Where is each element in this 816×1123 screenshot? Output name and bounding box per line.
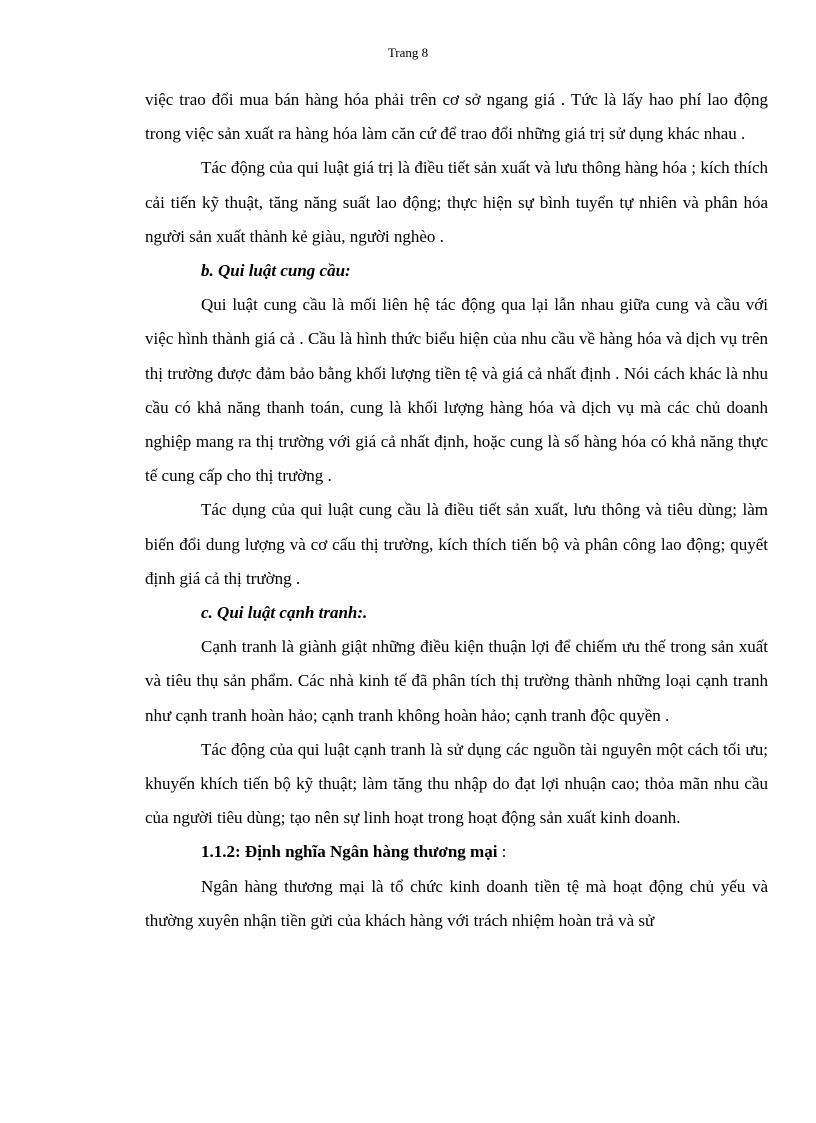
paragraph-competition-effects: Tác động của qui luật cạnh tranh là sử dụng các nguồn tài nguyên một cách tối ưu; khuyến khích tiến bộ kỹ thuật; làm tăng thu nhập do đạt lợi nhuận cao; thỏa mãn nhu cầu của người tiêu dùng; tạo nên sự linh hoạt trong hoạt động sản xuất kinh doanh. xyxy=(145,739,768,828)
heading-commercial-bank-definition xyxy=(145,835,768,869)
document-body xyxy=(145,83,768,938)
section-heading-title: 1.1.2: Định nghĩa Ngân hàng thương mại xyxy=(201,842,498,862)
paragraph-supply-demand-definition: Qui luật cung cầu là mối liên hệ tác động qua lại lẫn nhau giữa cung và cầu với việc hình thành giá cả . Cầu là hình thức biểu hiện của nhu cầu về hàng hóa và dịch vụ trên thị trường được đảm bảo bằng khối lượng tiền tệ và giá cả nhất định . Nói cách khác là nhu cầu có khả năng thanh toán, cung là khối lượng hàng hóa và dịch vụ mà các chủ doanh nghiệp mang ra thị trường với giá cả nhất định, hoặc cung là số hàng hóa có khả năng thực tế cung cấp cho thị trường . xyxy=(145,295,768,486)
paragraph-commercial-bank-definition: Ngân hàng thương mại là tổ chức kinh doanh tiền tệ mà hoạt động chủ yếu và thường xuyên nhận tiền gửi của khách hàng với trách nhiệm hoàn trả và sử xyxy=(145,876,768,930)
paragraph-continuation: việc trao đổi mua bán hàng hóa phải trên cơ sở ngang giá . Tức là lấy hao phí lao động trong việc sản xuất ra hàng hóa làm căn cứ để trao đổi những giá trị sử dụng khác nhau . xyxy=(145,90,768,144)
heading-supply-demand-law: b. Qui luật cung cầu: xyxy=(201,261,351,281)
paragraph-value-law-effects: Tác động của qui luật giá trị là điều tiết sản xuất và lưu thông hàng hóa ; kích thích cải tiến kỹ thuật, tăng năng suất lao động; thực hiện sự bình tuyển tự nhiên và phân hóa người sản xuất thành kẻ giàu, người nghèo . xyxy=(145,158,768,246)
heading-competition-law: c. Qui luật cạnh tranh:. xyxy=(201,603,368,623)
paragraph-competition-definition: Cạnh tranh là giành giật những điều kiện thuận lợi để chiếm ưu thế trong sản xuất và tiêu thụ sản phẩm. Các nhà kinh tế đã phân tích thị trường thành những loại cạnh tranh như cạnh tranh hoàn hảo; cạnh tranh không hoàn hảo; cạnh tranh độc quyền . xyxy=(145,637,768,725)
paragraph-supply-demand-effects: Tác dụng của qui luật cung cầu là điều tiết sản xuất, lưu thông và tiêu dùng; làm biến đổi dung lượng và cơ cấu thị trường, kích thích tiến bộ và phân công lao động; quyết định giá cả thị trường . xyxy=(145,500,768,588)
section-heading-colon: : xyxy=(497,842,507,862)
page-number-header: Trang 8 xyxy=(387,45,429,60)
